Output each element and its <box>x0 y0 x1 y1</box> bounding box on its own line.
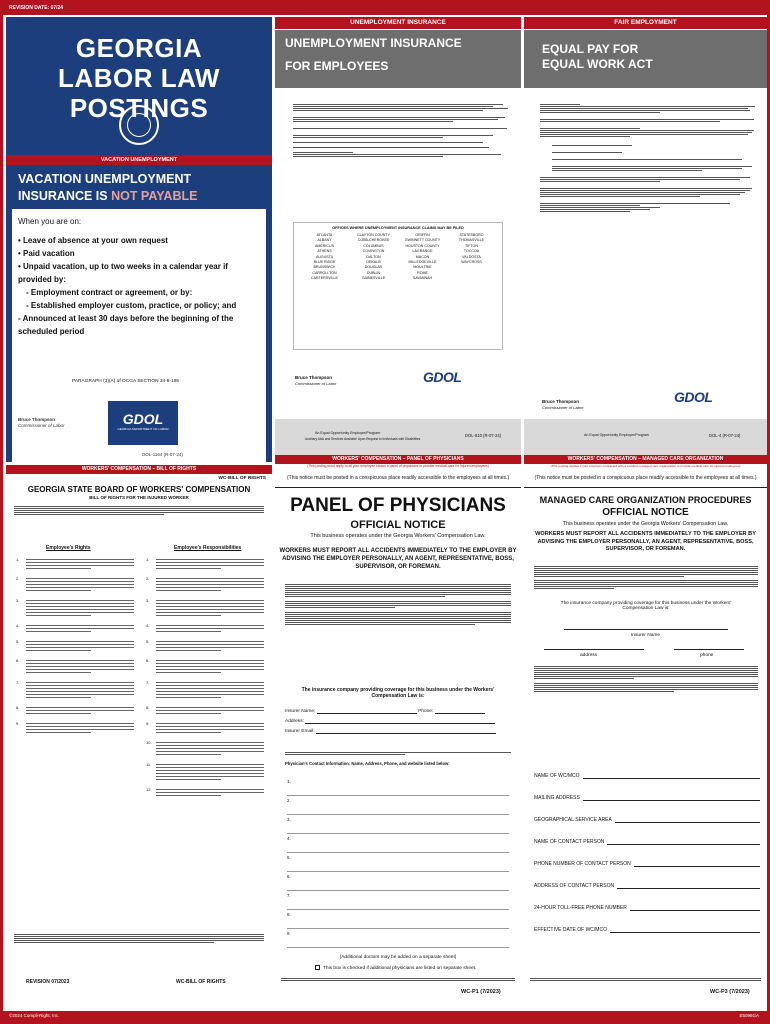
eoe-sub: Auxiliary Aids and Services Available Upon Request to Individuals with Disabilities <box>305 437 421 441</box>
mco-field-input[interactable] <box>583 773 760 779</box>
numbered-item: 2. <box>16 576 134 593</box>
eoe-text: An Equal Opportunity Employer/Program <box>315 431 381 435</box>
insurer-email-label: Insurer Email: <box>285 729 315 734</box>
physician-slot[interactable]: 8. <box>287 910 509 929</box>
mco-insurer-name-input[interactable] <box>564 629 728 630</box>
panel-operates: This business operates under the Georgia Workers' Compensation Law. <box>310 533 486 539</box>
address-label: Address: <box>285 719 304 724</box>
unemployment-title-block <box>275 30 521 88</box>
bottom-bar <box>3 1011 767 1021</box>
mco-field <box>534 757 760 779</box>
panel-official-notice: OFFICIAL NOTICE <box>350 519 446 531</box>
top-bar <box>3 3 767 15</box>
form-number: DOL-1164 (R-07-24) <box>142 452 183 457</box>
panel-footnote <box>281 977 515 982</box>
panel-report-warning: WORKERS MUST REPORT ALL ACCIDENTS IMMEDIATELY TO THE EMPLOYER BY ADVISING THE EMPLOYER PERSONALLY, AN AGENT, REPRESENTATIVE, BOSS, SUPERVISOR, OR FOREMAN. <box>279 548 517 570</box>
wc-bill-of-rights <box>6 465 272 1011</box>
numbered-item: 8. <box>146 705 264 716</box>
unemployment-commissioner: Bruce Thompson <box>295 375 333 380</box>
mco-field <box>534 867 760 889</box>
additional-check <box>315 965 476 971</box>
office-item: DEKALB <box>366 260 381 265</box>
numbered-item: 9. <box>146 721 264 735</box>
fair-employment-section <box>524 17 767 462</box>
mco-body-text <box>534 565 758 590</box>
numbered-item: 7. <box>146 680 264 700</box>
mco-header: WORKERS' COMPENSATION – MANAGED CARE ORGANIZATION <box>524 455 767 464</box>
office-item: LAGRANGE <box>412 249 433 254</box>
bill-of-rights-closing <box>14 933 264 944</box>
mco-address-input[interactable] <box>544 649 644 650</box>
rights-column <box>16 557 134 932</box>
office-item: COLUMBUS <box>363 243 384 248</box>
additional-doctors-note: (Additional doctors may be added on a separate sheet) <box>339 955 457 960</box>
physician-slot[interactable]: 4. <box>287 834 509 853</box>
bullet-paid-vacation: • Paid vacation <box>18 249 75 258</box>
mco-field-input[interactable] <box>607 839 760 845</box>
office-item: WAYCROSS <box>461 260 482 265</box>
panel-body-text <box>285 583 511 626</box>
bill-of-rights-title: GEORGIA STATE BOARD OF WORKERS' COMPENSATION <box>27 485 251 494</box>
office-item: VALDOSTA <box>462 254 481 259</box>
wc-managed-care <box>524 456 767 1011</box>
fair-title-2: EQUAL WORK ACT <box>542 57 653 71</box>
bill-of-rights-intro <box>14 505 264 516</box>
vacation-unemployment-header: VACATION UNEMPLOYMENT <box>6 155 272 165</box>
office-item: ALBANY <box>317 238 332 243</box>
mco-field-input[interactable] <box>610 927 760 933</box>
unemployment-subtitle: FOR EMPLOYEES <box>285 59 389 73</box>
commissioner-name: Bruce Thompson <box>18 417 56 422</box>
employee-rights-heading: Employee's Rights <box>46 545 91 551</box>
mco-description <box>534 665 758 693</box>
checkbox[interactable] <box>315 965 320 970</box>
office-item: STATESBORO <box>459 233 484 237</box>
office-item: COBB-CHEROKEE <box>357 238 390 243</box>
physician-list <box>287 777 509 948</box>
offices-header: OFFICES WHERE UNEMPLOYMENT INSURANCE CLAIMS MAY BE FILED <box>332 226 464 230</box>
unemployment-footer-band <box>275 419 521 455</box>
unemployment-title: UNEMPLOYMENT INSURANCE <box>285 36 462 50</box>
mco-field <box>534 779 760 801</box>
mco-field-input[interactable] <box>630 905 760 911</box>
unemployment-form-number: DOL-810 (R-07-24) <box>465 433 502 438</box>
mco-applies: (This posting applies if your employer contracted with a certified managed care organization to provide medical care for injured employees) <box>550 464 741 468</box>
georgia-sidebar <box>6 17 272 462</box>
mco-field <box>534 911 760 933</box>
unemployment-commissioner-title: Commissioner of Labor <box>295 381 337 386</box>
mco-field-label: GEOGRAPHICAL SERVICE AREA <box>534 817 612 823</box>
numbered-item: 1. <box>16 557 134 571</box>
office-item: GRIFFIN <box>415 233 430 237</box>
office-item: COVINGTON <box>362 249 385 254</box>
office-item: CARTERSVILLE <box>311 276 338 281</box>
employee-responsibilities-heading: Employee's Responsibilities <box>174 545 242 551</box>
mco-phone-input[interactable] <box>674 649 744 650</box>
numbered-item: 2. <box>146 576 264 593</box>
revision-date: REVISION DATE: 07/24 <box>9 5 64 11</box>
numbered-item: 9. <box>16 721 134 735</box>
banner-line-2 <box>18 188 260 205</box>
mco-title: MANAGED CARE ORGANIZATION PROCEDURES <box>539 495 752 505</box>
mco-post-notice: (This notice must be posted in a conspicuous place readily accessible to the employees at all times.) <box>534 475 757 481</box>
numbered-item: 7. <box>16 680 134 700</box>
paragraph-ref: PARAGRAPH (3)(A) of OCGA SECTION 34-8-195 <box>72 379 180 384</box>
mco-field <box>534 889 760 911</box>
fair-commissioner: Bruce Thompson <box>542 399 580 404</box>
panel-post-notice: (This notice must be posted in a conspicuous place readily accessible to the employees at all times.) <box>286 475 510 481</box>
panel-title: PANEL OF PHYSICIANS <box>290 495 506 516</box>
gdol-logo-text: GDOL <box>122 411 164 427</box>
bullet-unpaid-vacation: • Unpaid vacation, up to two weeks in a calendar year if provided by: <box>18 262 228 284</box>
mco-address-label: address <box>580 653 598 658</box>
office-item: DUBLIN <box>366 270 381 275</box>
office-item: AMERICUS <box>315 243 334 248</box>
office-item: DOUGLAS <box>364 265 383 270</box>
unemployment-header: UNEMPLOYMENT INSURANCE <box>275 17 521 29</box>
mco-field-label: NAME OF CONTACT PERSON <box>534 839 605 845</box>
office-item: MILLEDGEVILLE <box>408 260 437 265</box>
insurer-name-label: Insurer Name: <box>285 709 316 714</box>
physician-slot[interactable]: 9. <box>287 929 509 948</box>
mco-field-input[interactable] <box>617 883 760 889</box>
panel-insurer-fields <box>285 709 511 735</box>
mco-report-warning: WORKERS MUST REPORT ALL ACCIDENTS IMMEDIATELY TO THE EMPLOYER BY ADVISING THE EMPLOYER PERSONALLY, AN AGENT, REPRESENTATIVE, BOSS, SUPERVISOR, OR FOREMAN. <box>535 531 756 552</box>
office-item: MACON <box>415 254 430 259</box>
mco-insurer-name-label: Insurer Name <box>630 633 661 638</box>
panel-instructions <box>285 751 511 756</box>
fair-employment-header: FAIR EMPLOYMENT <box>524 17 767 29</box>
physician-slot[interactable]: 7. <box>287 891 509 910</box>
fair-title-1: EQUAL PAY FOR <box>542 42 639 56</box>
numbered-item: 6. <box>146 658 264 675</box>
office-item: CARROLLTON <box>312 270 337 275</box>
office-item: BLUE RIDGE <box>313 260 336 265</box>
numbered-item: 11. <box>146 762 264 782</box>
copyright: ©2024 Compli-Right, Inc. <box>9 1013 60 1018</box>
panel-applies: (This posting must apply to all your employee shown a panel of physicians to provide medical care for injured employees) <box>307 464 489 468</box>
numbered-item: 4. <box>146 623 264 634</box>
unemployment-insurance-section <box>275 17 521 462</box>
office-item: GWINNETT COUNTY <box>404 238 441 243</box>
office-item: TIFTON <box>465 243 478 248</box>
office-item: BRUNSWICK <box>313 265 336 270</box>
mco-form-number: WC-P3 (7/2023) <box>710 989 750 995</box>
mco-footnote <box>530 977 761 982</box>
office-item: ATLANTA <box>316 233 333 237</box>
address-input[interactable] <box>305 723 495 724</box>
when-label: When you are on: <box>18 217 82 226</box>
title-line-2: LABOR LAW POSTINGS <box>58 63 220 123</box>
mco-field-label: 24-HOUR TOLL-FREE PHONE NUMBER <box>534 905 627 911</box>
physician-slot[interactable]: 6. <box>287 872 509 891</box>
banner-line-2a: INSURANCE IS <box>18 189 112 203</box>
insurer-name-input[interactable] <box>317 713 417 714</box>
bullet-contract: - Employment contract or agreement, or by: <box>26 288 193 297</box>
mco-field-input[interactable] <box>583 795 760 801</box>
numbered-item: 4. <box>16 623 134 634</box>
fair-eoe: An Equal Opportunity Employer/Program <box>584 433 650 437</box>
gdol-logo-sub: GEORGIA DEPARTMENT OF LABOR <box>117 427 169 431</box>
title-line-1: GEORGIA <box>75 33 203 63</box>
insurer-email-input[interactable] <box>316 733 496 734</box>
mco-insurance-statement: The insurance company providing coverage for this business under the Workers' Compensation Law is: <box>560 601 732 611</box>
mco-field <box>534 845 760 867</box>
panel-insurance-statement: The insurance company providing coverage for this business under the Workers' Compensation Law is: <box>301 687 495 699</box>
numbered-item: 5. <box>146 639 264 653</box>
fair-body-text <box>540 103 760 363</box>
vacation-body <box>18 215 258 338</box>
office-item: DALTON <box>366 254 381 259</box>
responsibilities-column <box>146 557 264 932</box>
mco-field-label: MAILING ADDRESS <box>534 795 580 801</box>
gdol-logo: GDOL <box>674 389 713 405</box>
phone-input[interactable] <box>435 713 485 714</box>
mco-field <box>534 823 760 845</box>
numbered-item: 3. <box>16 598 134 618</box>
bill-of-rights-tag: WC-BILL OF RIGHTS <box>218 476 266 481</box>
physician-slot[interactable]: 2. <box>287 796 509 815</box>
mco-phone-label: phone <box>700 653 714 658</box>
mco-field-label: ADDRESS OF CONTACT PERSON <box>534 883 615 889</box>
product-code: E5098GA <box>739 1013 759 1018</box>
bullet-announced: - Announced at least 30 days before the beginning of the scheduled period <box>18 314 234 336</box>
office-item: ROME <box>417 270 428 275</box>
mco-field-input[interactable] <box>615 817 760 823</box>
numbered-item: 12. <box>146 787 264 798</box>
numbered-item: 5. <box>16 639 134 653</box>
mco-fields <box>534 757 760 933</box>
office-item: MOULTRIE <box>413 265 432 270</box>
mco-field-input[interactable] <box>634 861 760 867</box>
office-item: GAINESVILLE <box>361 276 386 281</box>
office-item: HOUSTON COUNTY <box>405 243 440 248</box>
additional-check-text: This box is checked if additional physicians are listed on separate sheet. <box>323 965 477 971</box>
numbered-item: 10. <box>146 740 264 757</box>
gdol-logo: GDOL <box>423 369 462 385</box>
bor-revision: REVISION 07/2023 <box>26 979 70 985</box>
phone-label: Phone: <box>418 709 434 714</box>
vacation-panel <box>12 167 266 467</box>
vacation-banner <box>12 167 266 209</box>
commissioner-title: Commissioner of Labor <box>18 423 65 428</box>
mco-field-label: PHONE NUMBER OF CONTACT PERSON <box>534 861 631 867</box>
panel-form-number: WC-P1 (7/2023) <box>461 989 501 995</box>
fair-title-block <box>524 30 767 88</box>
gdol-logo <box>108 401 178 445</box>
numbered-item: 3. <box>146 598 264 618</box>
mco-field-label: EFFECTIVE DATE OF WC/MCO <box>534 927 607 933</box>
numbered-item: 6. <box>16 658 134 675</box>
georgia-seal-icon <box>119 105 159 145</box>
numbered-item: 1. <box>146 557 264 571</box>
mco-field <box>534 801 760 823</box>
numbered-item: 8. <box>16 705 134 716</box>
bullet-custom: - Established employer custom, practice, or policy; and <box>26 301 237 310</box>
physician-info-label: Physician's Contact Information: Name, Address, Phone, and website listed below: <box>285 761 450 766</box>
office-item: ATHENS <box>317 249 332 254</box>
bill-of-rights-subtitle: BILL OF RIGHTS FOR THE INJURED WORKER <box>89 495 189 500</box>
office-item: THOMASVILLE <box>458 238 485 243</box>
fair-commissioner-title: Commissioner of Labor <box>542 405 584 410</box>
offices-grid <box>294 230 502 285</box>
fair-footer-band <box>524 419 767 455</box>
physician-slot[interactable]: 1. <box>287 777 509 796</box>
mco-operates: This business operates under the Georgia Workers' Compensation Law. <box>562 521 729 527</box>
office-item: CLAYTON COUNTY <box>357 233 390 237</box>
banner-line-1: VACATION UNEMPLOYMENT <box>18 172 192 186</box>
bullet-leave: • Leave of absence at your own request <box>18 236 168 245</box>
office-item: AUGUSTA <box>315 254 334 259</box>
banner-not-payable: NOT PAYABLE <box>111 189 198 203</box>
fair-form-number: DOL-4 (R-07-24) <box>709 433 741 438</box>
mco-field-label: NAME OF WC/MCO <box>534 773 580 779</box>
physician-slot[interactable]: 5. <box>287 853 509 872</box>
bill-of-rights-header: WORKERS' COMPENSATION – BILL OF RIGHTS <box>6 465 272 474</box>
office-item <box>447 276 496 281</box>
office-item: SAVANNAH <box>412 276 433 281</box>
panel-header: WORKERS' COMPENSATION – PANEL OF PHYSICIANS <box>275 455 521 464</box>
offices-box <box>293 222 503 350</box>
bor-form-number: WC-BILL OF RIGHTS <box>176 979 226 985</box>
physician-slot[interactable]: 3. <box>287 815 509 834</box>
mco-official-notice: OFFICIAL NOTICE <box>602 507 689 518</box>
office-item: TOCCOA <box>463 249 480 254</box>
wc-panel-of-physicians <box>275 456 521 1011</box>
